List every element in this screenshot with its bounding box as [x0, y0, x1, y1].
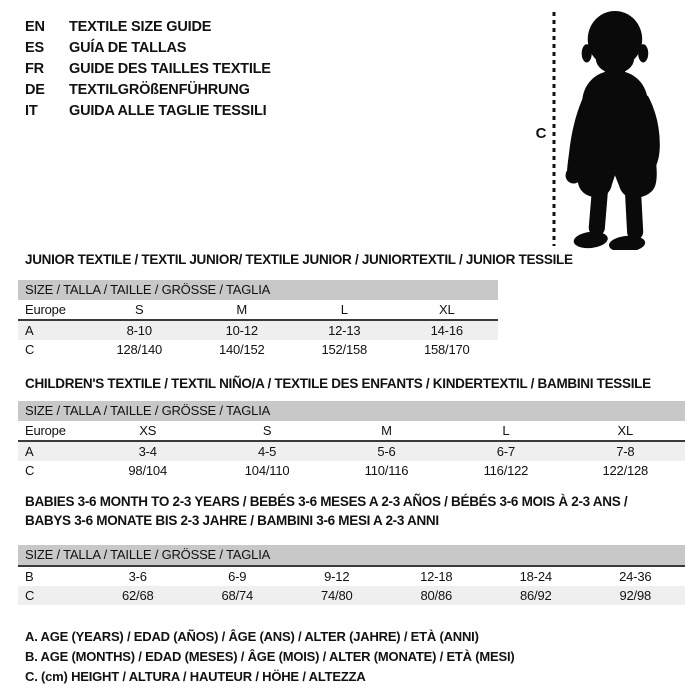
language-row: [25, 58, 271, 79]
table-cell: 74/80: [287, 586, 387, 605]
table-cell: 116/122: [483, 463, 529, 478]
table-cell: XL: [617, 423, 634, 438]
language-code: FR: [25, 60, 44, 77]
table-cell: L: [340, 302, 348, 317]
table-cell: 6-9: [228, 569, 247, 584]
table-cell: 122/128: [602, 463, 649, 478]
table-cell: 140/152: [218, 342, 265, 357]
footnotes: [25, 627, 515, 687]
table-cell: 14-16: [396, 321, 499, 340]
row-label: Europe: [25, 423, 66, 438]
table-cell: L: [502, 423, 510, 438]
row-label: A: [18, 321, 88, 340]
table-cell: 158/170: [423, 342, 470, 357]
language-row: [25, 37, 271, 58]
table-cell: 62/68: [88, 586, 188, 605]
table-cell: 5-6: [327, 442, 446, 461]
language-label: TEXTILGRÖßENFÜHRUNG: [69, 81, 250, 98]
table-cell: 7-8: [566, 442, 685, 461]
table-cell: 92/98: [586, 586, 686, 605]
language-row: [25, 100, 271, 121]
table-cell: 3-6: [128, 569, 147, 584]
table-cell: 6-7: [446, 442, 565, 461]
language-label: TEXTILE SIZE GUIDE: [69, 18, 212, 35]
table-cell: 8-10: [88, 321, 191, 340]
language-code: DE: [25, 81, 45, 98]
table-cell: XS: [139, 423, 157, 438]
footnote-a: A. AGE (YEARS) / EDAD (AÑOS) / ÂGE (ANS) / ALTER (JAHRE) / ETÀ (ANNI): [25, 629, 479, 644]
table-cell: 24-36: [619, 569, 652, 584]
language-label: GUÍA DE TALLAS: [69, 39, 187, 56]
row-label: B: [25, 569, 34, 584]
row-label: C: [18, 586, 88, 605]
language-label: GUIDE DES TAILLES TEXTILE: [69, 60, 271, 77]
table-cell: 3-4: [88, 442, 207, 461]
table-cell: 18-24: [519, 569, 552, 584]
language-row: [25, 16, 271, 37]
footnote-c: C. (cm) HEIGHT / ALTURA / HAUTEUR / HÖHE / ALTEZZA: [25, 669, 366, 684]
toddler-silhouette-icon: [562, 8, 678, 250]
row-label: A: [18, 442, 88, 461]
language-row: [25, 79, 271, 100]
table-cell: 4-5: [207, 442, 326, 461]
footnote-b: B. AGE (MONTHS) / EDAD (MESES) / ÂGE (MOIS) / ALTER (MONATE) / ETÀ (MESI): [25, 649, 515, 664]
table-cell: XL: [438, 302, 455, 317]
table-cell: 98/104: [128, 463, 167, 478]
table-cell: 12-13: [293, 321, 396, 340]
table-cell: 68/74: [188, 586, 288, 605]
babies-size-table: [18, 545, 685, 605]
language-code: IT: [25, 102, 38, 119]
section-title-babies: BABIES 3-6 MONTH TO 2-3 YEARS / BEBÉS 3-6 MESES A 2-3 AÑOS / BÉBÉS 3-6 MOIS À 2-3 ANS / BABYS 3-6 MONATE BIS 2-3 JAHRE / BAMBINI 3-6 MESI A 2-3 ANNI: [25, 494, 628, 528]
table-cell: 110/116: [364, 463, 409, 478]
language-list: [25, 16, 271, 121]
junior-size-table: [18, 280, 498, 359]
table-cell: M: [236, 302, 248, 317]
table-cell: 86/92: [486, 586, 586, 605]
table-header-bar: SIZE / TALLA / TAILLE / GRÖSSE / TAGLIA: [18, 401, 685, 421]
table-cell: 10-12: [191, 321, 294, 340]
table-cell: 12-18: [420, 569, 453, 584]
table-cell: M: [381, 423, 392, 438]
language-code: ES: [25, 39, 44, 56]
children-size-table: [18, 401, 685, 480]
height-marker-label: C: [535, 125, 547, 142]
table-header-bar: SIZE / TALLA / TAILLE / GRÖSSE / TAGLIA: [18, 280, 498, 300]
table-header-bar: SIZE / TALLA / TAILLE / GRÖSSE / TAGLIA: [18, 545, 685, 565]
section-title-junior: JUNIOR TEXTILE / TEXTIL JUNIOR/ TEXTILE JUNIOR / JUNIORTEXTIL / JUNIOR TESSILE: [25, 252, 573, 267]
table-cell: 80/86: [387, 586, 487, 605]
language-code: EN: [25, 18, 45, 35]
row-label: C: [25, 463, 35, 478]
table-cell: S: [135, 302, 144, 317]
table-cell: S: [262, 423, 272, 438]
section-title-children: CHILDREN'S TEXTILE / TEXTIL NIÑO/A / TEXTILE DES ENFANTS / KINDERTEXTIL / BAMBINI TESSILE: [25, 376, 651, 391]
table-cell: 104/110: [244, 463, 290, 478]
row-label: C: [25, 342, 35, 357]
size-figure: [518, 6, 688, 254]
language-label: GUIDA ALLE TAGLIE TESSILI: [69, 102, 267, 119]
row-label: Europe: [25, 302, 66, 317]
table-cell: 128/140: [116, 342, 163, 357]
table-cell: 9-12: [324, 569, 350, 584]
table-cell: 152/158: [321, 342, 368, 357]
